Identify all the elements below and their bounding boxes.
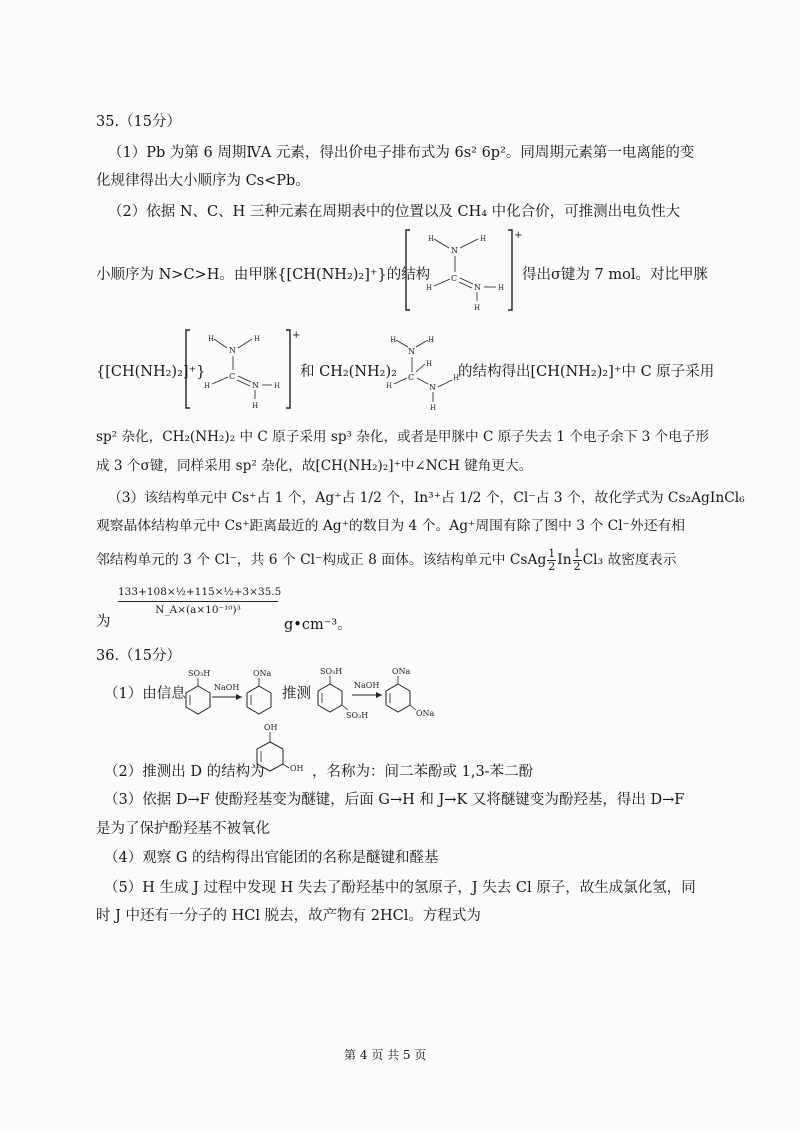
atom-C: C — [229, 372, 236, 381]
page-footer: 第 4 页 共 5 页 — [344, 1048, 427, 1062]
atom-H: H — [453, 374, 460, 382]
q35-part3-line4b: g•cm⁻³。 — [284, 617, 352, 633]
atom-N: N — [429, 383, 436, 392]
q35-part2-line4: sp² 杂化，CH₂(NH₂)₂ 中 C 原子采用 sp³ 杂化，或者是甲脒中 C 原子失去 1 个电子余下 3 个电子形 — [96, 429, 709, 445]
atom-H: H — [208, 335, 215, 343]
density-formula — [118, 586, 282, 617]
atom-H: H — [390, 336, 397, 344]
fraction-half: $\frac{1}{2}$ — [548, 547, 556, 573]
q35-part2-line2a: 小顺序为 N>C>H。由甲脒{[CH(NH₂)₂]⁺}的结构 — [96, 267, 431, 283]
charge-plus: + — [514, 230, 523, 241]
atom-N: N — [474, 283, 481, 292]
q35-part2-line5: 成 3 个σ键，同样采用 sp² 杂化，故[CH(NH₂)₂]⁺中∠NCH 键角更大。 — [96, 458, 533, 474]
oh-label: OH — [290, 764, 304, 773]
atom-H: H — [474, 304, 481, 312]
ona-label: ONa — [416, 709, 435, 718]
fraction-half: $\frac{1}{2}$ — [573, 547, 581, 573]
q36-part1-a: （1）由信息 — [104, 686, 186, 702]
q35-part1-line2: 化规律得出大小顺序为 Cs<Pb。 — [96, 173, 310, 189]
q35-header: 35.（15分） — [96, 114, 182, 130]
atom-C: C — [451, 274, 458, 283]
atom-H: H — [428, 336, 435, 344]
q35-part2-line1: （2）依据 N、C、H 三种元素在周期表中的位置以及 CH₄ 中化合价，可推测出电负性大 — [108, 204, 681, 220]
oh-label: OH — [264, 723, 278, 732]
resorcinol-structure — [256, 720, 316, 784]
methanediamine-structure — [382, 330, 464, 414]
sulfo-label: SO₃H — [320, 667, 343, 676]
formamidinium-structure-1 — [404, 226, 523, 314]
sulfo-label: SO₃H — [346, 711, 369, 720]
atom-H: H — [254, 335, 261, 343]
atom-N: N — [229, 346, 236, 355]
density-numerator: 133+108×½+115×½+3×35.5 — [118, 586, 278, 602]
atom-H: H — [204, 382, 211, 390]
q36-part5-line1: （5）H 生成 J 过程中发现 H 失去了酚羟基中的氢原子，J 失去 Cl 原子，故生成氯化氢，同 — [104, 880, 696, 896]
reagent-label: NaOH — [214, 683, 240, 692]
atom-N: N — [451, 246, 458, 255]
atom-H: H — [426, 360, 433, 368]
density-denominator: N_A×(a×10⁻¹⁰)³ — [155, 604, 241, 616]
q35-part3-line4a: 为 — [96, 614, 111, 630]
atom-H: H — [498, 284, 505, 292]
atom-H: H — [428, 235, 435, 243]
atom-H: H — [430, 404, 437, 412]
atom-H: H — [386, 382, 393, 390]
q36-part2-b: ，名称为：间二苯酚或 1,3-苯二酚 — [312, 764, 534, 780]
q35-part1-line1: （1）Pb 为第 6 周期ⅣA 元素，得出价电子排布式为 6s² 6p²。同周期元素第一电离能的变 — [108, 145, 695, 161]
formamidinium-structure-2 — [184, 326, 301, 412]
q35-part2-line3c: 的结构得出[CH(NH₂)₂]⁺中 C 原子采用 — [458, 364, 715, 380]
atom-N: N — [252, 381, 259, 390]
q35-part3-line2: 观察晶体结构单元中 Cs⁺距离最近的 Ag⁺的数目为 4 个。Ag⁺周围有除了图中 3 个 Cl⁻外还有相 — [96, 518, 686, 534]
disodium-resorcinolate-structure — [386, 664, 446, 724]
reaction-arrow — [350, 680, 386, 702]
reaction-arrow — [210, 682, 246, 704]
ona-label: ONa — [253, 669, 272, 678]
q35-part3-line3: 邻结构单元的 3 个 Cl⁻，共 6 个 Cl⁻构成正 8 面体。该结构单元中 CsAg $\frac{1}{2}$ In $\frac{1}{2}$ Cl₃ 故密度表示 — [96, 547, 677, 573]
reagent-label: NaOH — [354, 681, 380, 690]
q35-part2-line3a: {[CH(NH₂)₂]⁺} — [96, 364, 206, 380]
ona-label: ONa — [392, 667, 411, 676]
charge-plus: + — [292, 330, 301, 341]
q35-part2-line3b: 和 CH₂(NH₂)₂ — [300, 364, 397, 380]
q36-part3-line1: （3）依据 D→F 使酚羟基变为醚键，后面 G→H 和 J→K 又将醚键变为酚羟基，得出 D→F — [104, 792, 685, 808]
q35-part3-line1: （3）该结构单元中 Cs⁺占 1 个，Ag⁺占 1/2 个，In³⁺占 1/2 个，Cl⁻占 3 个，故化学式为 Cs₂AgInCl₆ — [108, 490, 745, 506]
q36-header: 36.（15分） — [96, 648, 182, 664]
q36-part2-a: （2）推测出 D 的结构为 — [104, 764, 265, 780]
q35-part2-line2b: 得出σ键为 7 mol。对比甲脒 — [522, 267, 708, 283]
atom-H: H — [426, 284, 433, 292]
atom-H: H — [480, 235, 487, 243]
sulfo-label: SO₃H — [188, 669, 211, 678]
q36-part3-line2: 是为了保护酚羟基不被氧化 — [96, 821, 270, 837]
q36-part1-b: 推测 — [282, 686, 311, 702]
q36-part5-line2: 时 J 中还有一分子的 HCl 脱去，故产物有 2HCl。方程式为 — [96, 908, 481, 924]
atom-N: N — [408, 347, 415, 356]
atom-H: H — [252, 402, 259, 410]
atom-C: C — [408, 373, 415, 382]
atom-H: H — [274, 382, 281, 390]
q36-part4: （4）观察 G 的结构得出官能团的名称是醚键和醛基 — [104, 850, 439, 866]
